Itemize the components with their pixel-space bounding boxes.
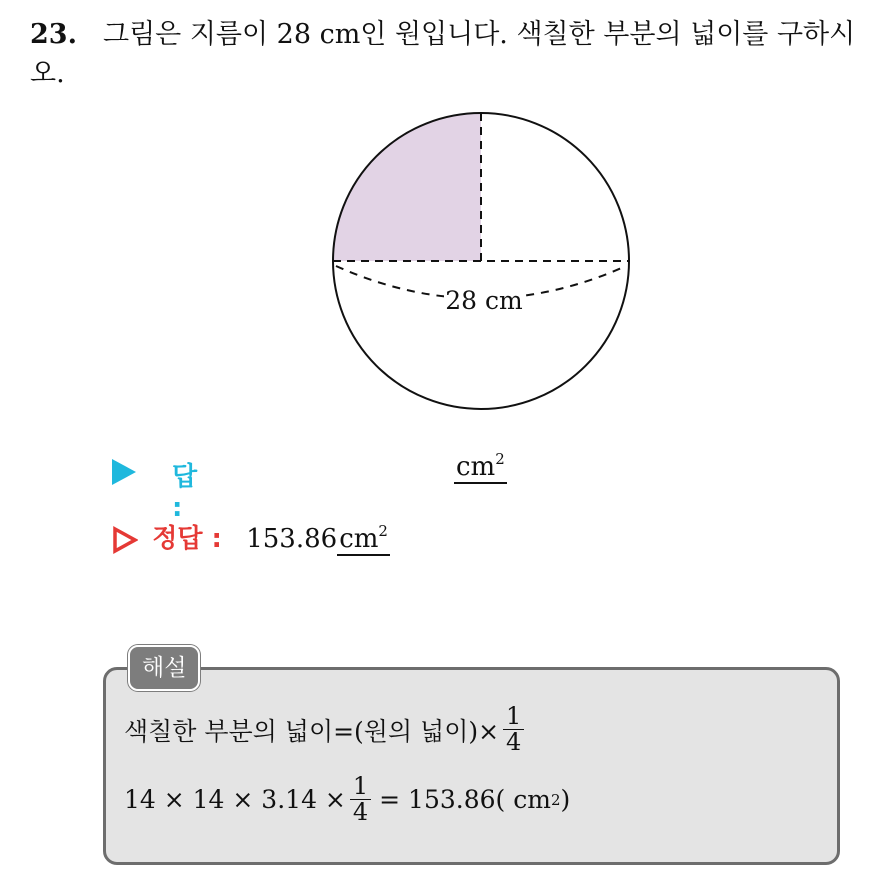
question-number: 23. [30,19,77,50]
circle-figure [326,106,636,416]
fraction: $\frac{1}{4}$ [503,704,524,755]
explanation-tab: 해설 [128,645,200,691]
answer-row [112,450,505,523]
play-outline-icon [112,526,138,554]
diameter-label: 28 cm [445,286,523,315]
shaded-quarter [333,113,481,261]
solution-label: 정답 : [152,524,222,554]
explanation-line-2: 14 × 14 × 3.14 × $\frac{1}{4}$ = 153.86( cm 2 ) [124,772,571,827]
question [30,12,884,90]
explanation-box [103,667,840,865]
answer-label: 답 : [172,462,198,523]
fraction: $\frac{1}{4}$ [350,774,371,825]
answer-unit: $cm^2$ [456,450,505,482]
explanation-line-1: 색칠한 부분의 넓이=(원의 넓이)× $\frac{1}{4}$ [124,704,524,755]
solution-value: $153.86cm^2$ [246,522,388,554]
question-text: 그림은 지름이 28 cm인 원입니다. 색칠한 부분의 넓이를 구하시오. [30,19,856,89]
play-icon [112,459,136,485]
solution-row [112,518,390,555]
